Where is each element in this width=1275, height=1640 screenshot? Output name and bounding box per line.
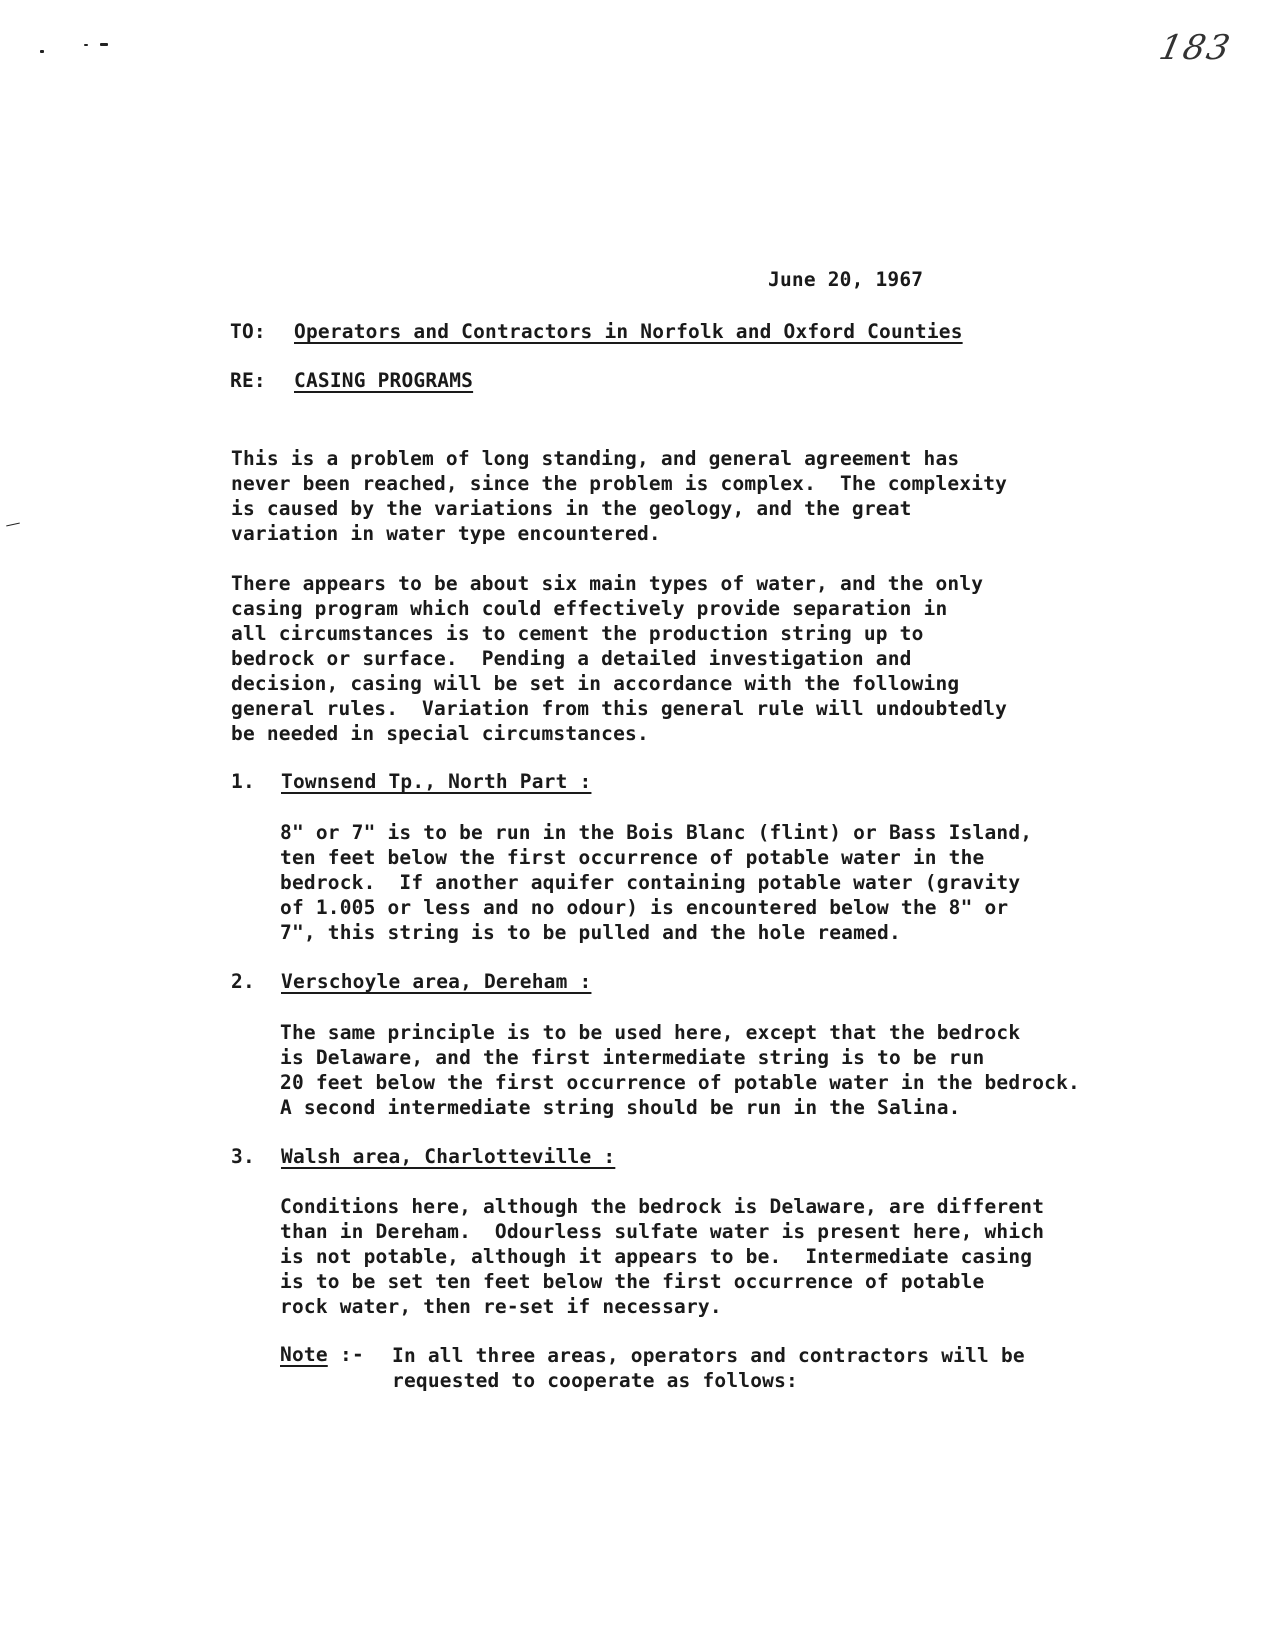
scan-speck	[100, 43, 108, 46]
section-number: 1.	[231, 770, 255, 793]
section-heading-verschoyle: Verschoyle area, Dereham :	[281, 970, 592, 993]
scan-speck	[84, 44, 88, 46]
section-number: 2.	[231, 970, 255, 993]
scan-speck	[6, 523, 20, 527]
section-heading-walsh: Walsh area, Charlotteville :	[281, 1145, 616, 1168]
water-types-paragraph: There appears to be about six main types of water, and the only casing program which could effectively provide separation in all circumstances is to cement the production string up to bedrock or surface. Pending a detailed investigation and decision, casing will be set in accordance with the following general rules. Variation from this general rule will undoubtedly be needed in special circumstances.	[231, 572, 1008, 745]
re-label: RE:	[230, 369, 266, 392]
intro-paragraph: This is a problem of long standing, and general agreement has never been reached, since the problem is complex. The complexity is caused by the variations in the geology, and the great variation in water type encountered.	[231, 447, 1008, 545]
note-body: In all three areas, operators and contractors will be requested to cooperate as follows:	[392, 1344, 1025, 1392]
scan-speck	[40, 50, 44, 53]
re-subject: CASING PROGRAMS	[294, 369, 474, 392]
handwritten-page-number: 183	[1155, 28, 1236, 68]
section-number: 3.	[231, 1145, 255, 1168]
section-body-walsh: Conditions here, although the bedrock is Delaware, are different than in Dereham. Odourless sulfate water is present here, which is not potable, although it appears to be. Intermediate casing is to be set ten feet below the first occurrence of potable rock water, then re-set if necessary.	[280, 1195, 1045, 1318]
section-body-verschoyle: The same principle is to be used here, except that the bedrock is Delaware, and the first intermediate string is to be run 20 feet below the first occurrence of potable water in the bedrock. A second intermediate string should be run in the Salina.	[280, 1021, 1080, 1119]
note-separator: :-	[340, 1343, 364, 1366]
section-body-townsend: 8" or 7" is to be run in the Bois Blanc (flint) or Bass Island, ten feet below the first occurrence of potable water in the bedrock. If another aquifer containing potable water (gravity of 1.005 or less and no odour) is encountered below the 8" or 7", this string is to be pulled and the hole reamed.	[280, 821, 1033, 944]
to-label: TO:	[230, 320, 266, 343]
to-recipients: Operators and Contractors in Norfolk and Oxford Counties	[294, 320, 963, 343]
section-heading-townsend: Townsend Tp., North Part :	[281, 770, 592, 793]
note-label: Note	[280, 1343, 328, 1366]
memo-date: June 20, 1967	[768, 268, 924, 291]
